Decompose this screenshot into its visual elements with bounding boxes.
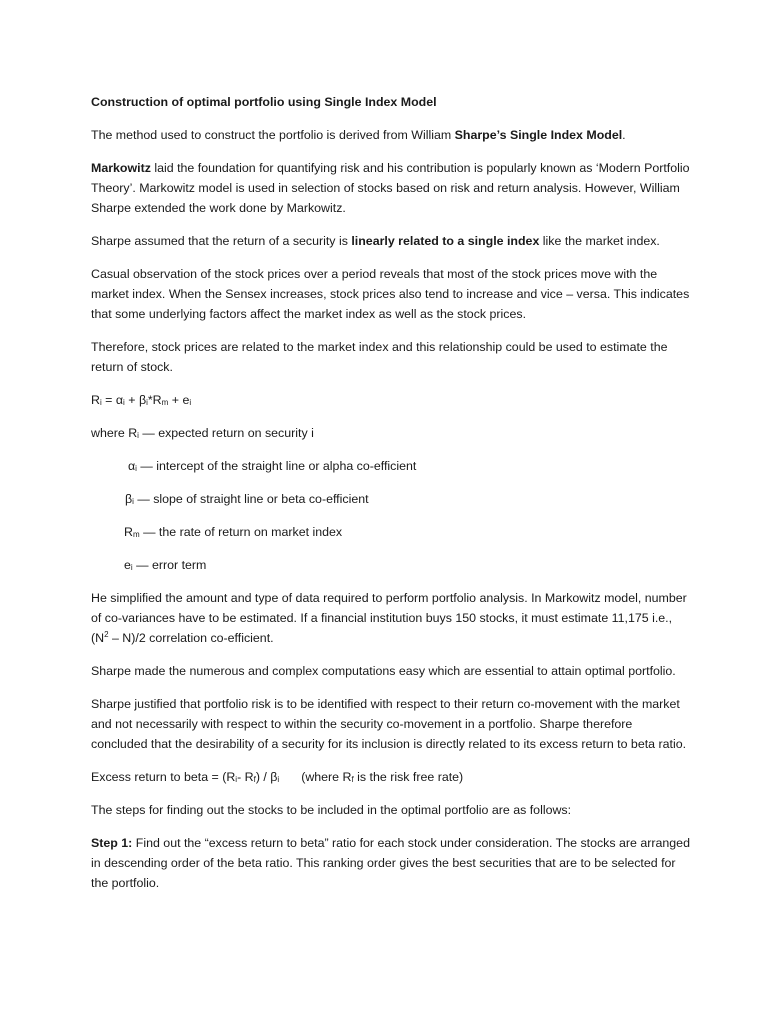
excess-label: Excess return to beta = (R — [91, 770, 236, 784]
error-symbol: e — [124, 558, 131, 572]
rm-text: — the rate of return on market index — [139, 525, 343, 539]
definition-error — [91, 555, 691, 575]
formula-e: e — [182, 393, 190, 407]
step1-text: Find out the “excess return to beta” ratio for each stock under consideration. The stocks are arranged in descending order of the beta ratio. This ranking order gives the best securities that are to be selected for the portfolio. — [91, 836, 690, 890]
formula-rm: *R — [147, 393, 162, 407]
method-prefix: The method used to construct the portfolio is derived from William — [91, 128, 455, 142]
formula-single-index — [91, 390, 691, 410]
excess-minus: - R — [237, 770, 254, 784]
where-prefix: where R — [91, 426, 138, 440]
beta-text: — slope of straight line or beta co-efficient — [133, 492, 369, 506]
sharpe-suffix: like the market index. — [539, 234, 660, 248]
paragraph-step-1 — [91, 833, 691, 893]
excess-sub-i: i — [235, 775, 238, 784]
paragraph-computations: Sharpe made the numerous and complex computations easy which are essential to attain optimal portfolio. — [91, 664, 676, 678]
formula-plus-2: + — [168, 393, 183, 407]
alpha-text: — intercept of the straight line or alpha co-efficient — [136, 459, 417, 473]
paragraph-markowitz — [91, 158, 691, 218]
definition-beta — [91, 489, 691, 509]
document-body — [91, 92, 691, 906]
paragraph-steps-intro: The steps for finding out the stocks to be included in the optimal portfolio are as follows: — [91, 803, 572, 817]
method-suffix: . — [622, 128, 626, 142]
excess-note-sub: f — [351, 775, 354, 784]
document-title: Construction of optimal portfolio using Single Index Model — [91, 95, 437, 109]
error-sub: i — [130, 563, 133, 572]
definition-rm — [91, 522, 691, 542]
paragraph-simplified — [91, 588, 691, 648]
formula-m-sub: m — [161, 398, 169, 407]
beta-symbol: β — [125, 492, 133, 506]
rm-symbol: R — [124, 525, 133, 539]
formula-alpha-sub: i — [123, 398, 125, 407]
formula-r: R — [91, 393, 100, 407]
sharpe-bold: linearly related to a single index — [351, 234, 540, 248]
formula-e-sub: i — [189, 398, 192, 407]
excess-note-b: is the risk free rate) — [353, 770, 464, 784]
paragraph-method — [91, 125, 691, 145]
markowitz-text: laid the foundation for quantifying risk and his contribution is popularly known as ‘Modern Portfolio Theory’. Markowitz model is used in selection of stocks based on risk and return analysis. However, William Sharpe extended the work done by Markowitz. — [91, 161, 690, 215]
alpha-sub: i — [135, 464, 137, 473]
beta-sub: i — [132, 497, 134, 506]
excess-sub-i2: i — [277, 775, 280, 784]
simplified-text-b: – N)/2 correlation co-efficient. — [108, 631, 274, 645]
paragraph-casual-observation: Casual observation of the stock prices over a period reveals that most of the stock prices move with the market index. When the Sensex increases, stock prices also tend to increase and vice – versa. This indicates that some underlying factors affect the market index as well as the stock prices. — [91, 267, 690, 321]
step1-label: Step 1: — [91, 836, 133, 850]
markowitz-bold: Markowitz — [91, 161, 151, 175]
paragraph-justified: Sharpe justified that portfolio risk is to be identified with respect to their return co-movement with the market and not necessarily with respect to within the security co-movement in a portfolio. Sharpe therefore concluded that the desirability of a security for its inclusion is directly related to its excess return to beta ratio. — [91, 697, 687, 751]
formula-sub-i: i — [99, 398, 102, 407]
sharpe-prefix: Sharpe assumed that the return of a security is — [91, 234, 352, 248]
simplified-text-a: He simplified the amount and type of data required to perform portfolio analysis. In Markowitz model, number of co-variances have to be estimated. If a financial institution buys 150 stocks, it must estimate 11,175 i.e., (N — [91, 591, 687, 645]
formula-beta: β — [138, 393, 147, 407]
formula-alpha: α — [115, 393, 124, 407]
where-sub: i — [137, 431, 139, 440]
formula-plus: + — [124, 393, 139, 407]
excess-sub-f: f — [253, 775, 256, 784]
formula-eq: = — [101, 393, 116, 407]
paragraph-sharpe-assumed — [91, 231, 691, 251]
rm-sub: m — [132, 530, 140, 539]
simplified-sup: 2 — [104, 630, 109, 639]
formula-excess-return — [91, 767, 691, 787]
paragraph-therefore: Therefore, stock prices are related to the market index and this relationship could be used to estimate the return of stock. — [91, 340, 668, 374]
excess-note-a: (where R — [301, 770, 352, 784]
definition-where-ri — [91, 423, 691, 443]
definition-alpha — [91, 456, 691, 476]
where-text: — expected return on security i — [138, 426, 314, 440]
formula-beta-sub: i — [146, 398, 148, 407]
method-bold: Sharpe’s Single Index Model — [454, 128, 623, 142]
excess-mid: ) / β — [255, 770, 278, 784]
error-text: — error term — [132, 558, 207, 572]
alpha-symbol: α — [128, 459, 136, 473]
